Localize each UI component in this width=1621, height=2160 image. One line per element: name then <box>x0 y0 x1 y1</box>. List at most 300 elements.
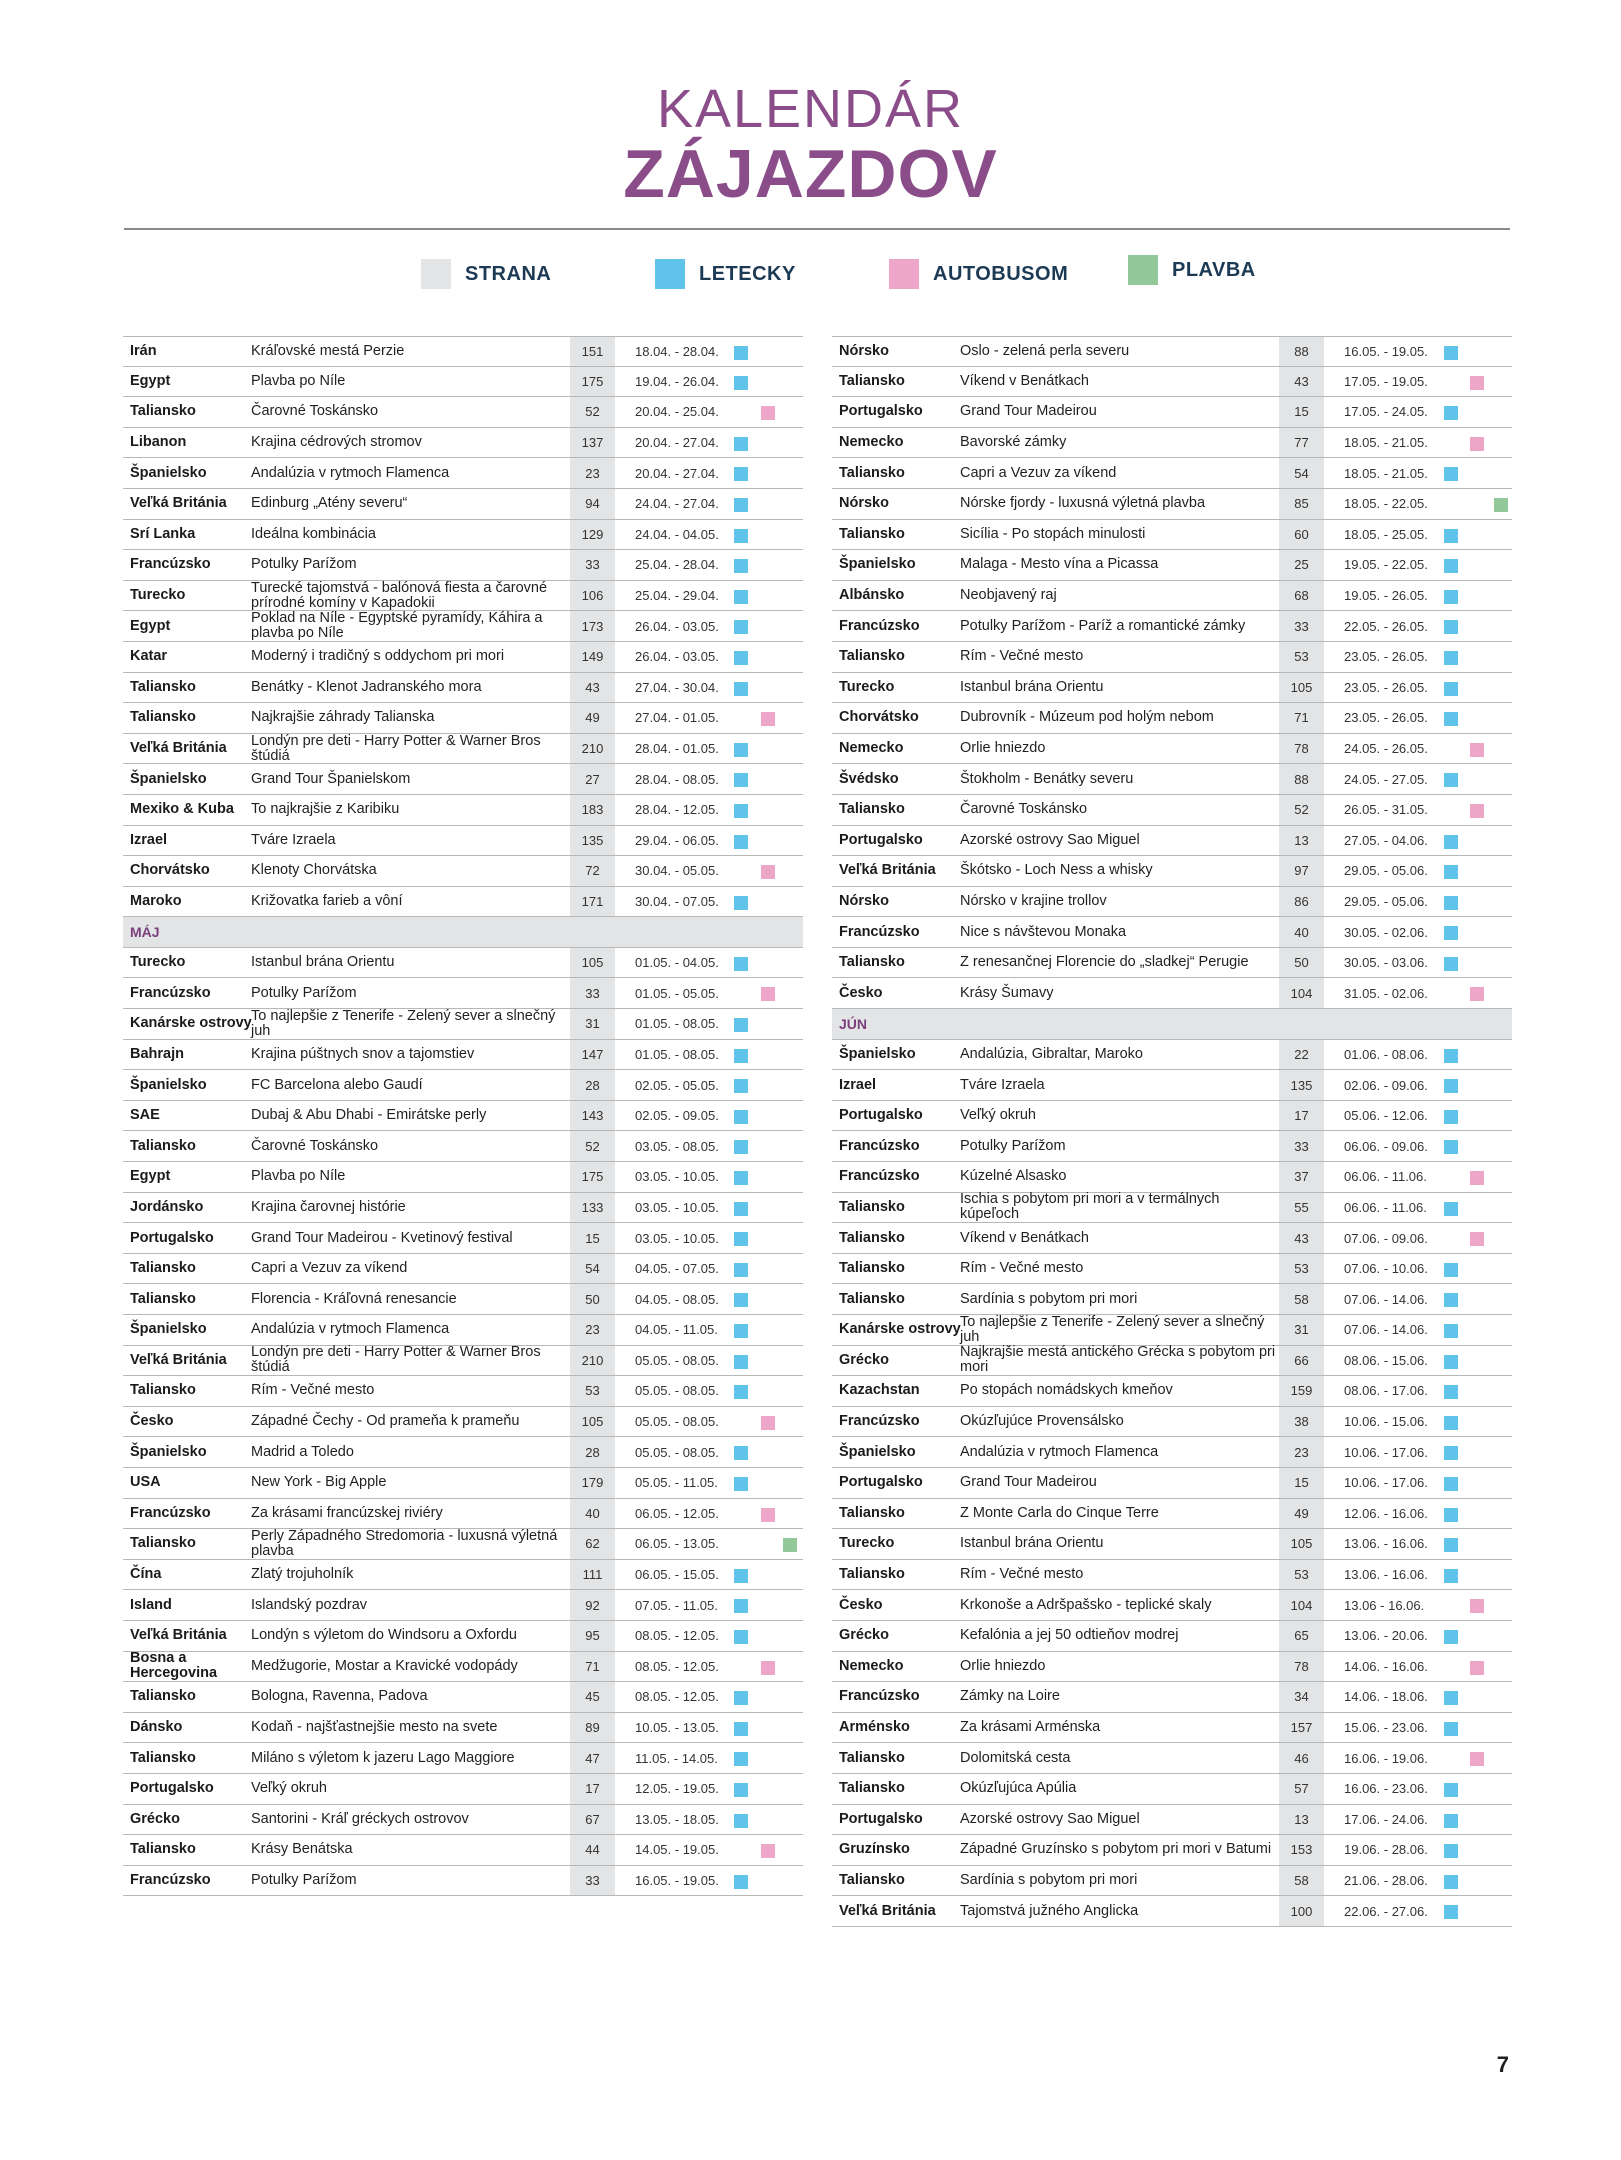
tour-dates: 26.04. - 03.05. <box>635 618 719 634</box>
tour-country: Turecko <box>839 678 895 695</box>
tour-name: To najlepšie z Tenerife - Zelený sever a slnečný juh <box>960 1313 1265 1345</box>
tour-country: Taliansko <box>839 648 905 665</box>
tour-country: Taliansko <box>130 1535 196 1552</box>
tour-row <box>123 1284 803 1315</box>
tour-row <box>832 1284 1512 1315</box>
tour-name: Tajomstvá južného Anglicka <box>960 1902 1139 1919</box>
tour-page: 52 <box>1279 795 1324 825</box>
tour-row <box>123 1376 803 1407</box>
tour-name: Plavba po Níle <box>251 1168 346 1185</box>
tour-row <box>832 1468 1512 1499</box>
transport-air-marker <box>734 1783 748 1797</box>
transport-air-marker <box>1444 1324 1458 1338</box>
transport-air-marker <box>1444 773 1458 787</box>
tour-page: 25 <box>1279 550 1324 580</box>
tour-dates: 17.05. - 24.05. <box>1344 404 1428 420</box>
tour-name: Okúzľujúca Apúlia <box>960 1780 1077 1797</box>
tour-country: Česko <box>130 1413 174 1430</box>
transport-air-marker <box>1444 346 1458 360</box>
tour-country: Taliansko <box>130 403 196 420</box>
transport-air-marker <box>1444 1691 1458 1705</box>
tour-page: 78 <box>1279 1652 1324 1682</box>
tour-name: Sicília - Po stopách minulosti <box>960 525 1146 542</box>
tour-row <box>832 1499 1512 1530</box>
tour-dates: 18.05. - 22.05. <box>1344 496 1428 512</box>
tour-dates: 14.05. - 19.05. <box>635 1842 719 1858</box>
legend-swatch-strana <box>421 259 451 289</box>
tour-dates: 19.04. - 26.04. <box>635 373 719 389</box>
tour-dates: 10.06. - 17.06. <box>1344 1444 1428 1460</box>
tour-row <box>832 581 1512 612</box>
page-number: 7 <box>1496 2052 1509 2077</box>
tour-page: 31 <box>570 1009 615 1039</box>
tour-page: 62 <box>570 1529 615 1559</box>
tour-name: Orlie hniezdo <box>960 740 1046 757</box>
tour-dates: 26.04. - 03.05. <box>635 649 719 665</box>
tour-row <box>123 734 803 765</box>
transport-bus-marker <box>1470 743 1484 757</box>
tour-dates: 24.05. - 27.05. <box>1344 771 1428 787</box>
tour-country: Irán <box>130 342 157 359</box>
transport-air-marker <box>1444 712 1458 726</box>
tour-name: Najkrajšie záhrady Talianska <box>251 709 435 726</box>
tour-dates: 01.05. - 08.05. <box>635 1016 719 1032</box>
tour-name: Potulky Parížom - Paríž a romantické zámky <box>960 617 1246 634</box>
tour-country: Taliansko <box>839 525 905 542</box>
legend-strana <box>421 258 551 290</box>
tour-name: Grand Tour Madeirou <box>960 1474 1097 1491</box>
tour-country: Turecko <box>839 1535 895 1552</box>
tour-row <box>832 1590 1512 1621</box>
transport-air-marker <box>734 590 748 604</box>
schedule-table-right <box>832 336 1512 1927</box>
tour-row <box>123 673 803 704</box>
tour-name: Čarovné Toskánsko <box>960 801 1088 818</box>
tour-country: Kanárske ostrovy <box>130 1015 252 1032</box>
tour-country: Francúzsko <box>839 617 920 634</box>
tour-name: Malaga - Mesto vína a Picassa <box>960 556 1159 573</box>
tour-page: 94 <box>570 489 615 519</box>
transport-air-marker <box>1444 682 1458 696</box>
tour-country: Taliansko <box>839 1871 905 1888</box>
tour-page: 22 <box>1279 1040 1324 1070</box>
tour-row <box>832 1223 1512 1254</box>
transport-sea-marker <box>1494 498 1508 512</box>
tour-dates: 15.06. - 23.06. <box>1344 1720 1428 1736</box>
tour-country: Španielsko <box>839 1443 916 1460</box>
tour-row <box>832 1376 1512 1407</box>
transport-air-marker <box>734 896 748 910</box>
tour-page: 17 <box>570 1774 615 1804</box>
tour-name: Sardínia s pobytom pri mori <box>960 1871 1138 1888</box>
tour-page: 179 <box>570 1468 615 1498</box>
tour-name: Ideálna kombinácia <box>251 525 376 542</box>
tour-name: Tváre Izraela <box>960 1076 1045 1093</box>
tour-name: Štokholm - Benátky severu <box>960 770 1134 787</box>
transport-air-marker <box>734 1355 748 1369</box>
tour-name: Istanbul brána Orientu <box>251 954 395 971</box>
tour-row <box>123 948 803 979</box>
month-stripe <box>1279 1009 1324 1039</box>
legend-label-autobusom: AUTOBUSOM <box>933 262 1069 285</box>
tour-name: Plavba po Níle <box>251 372 346 389</box>
tour-country: Srí Lanka <box>130 525 196 542</box>
tour-page: 65 <box>1279 1621 1324 1651</box>
transport-air-marker <box>1444 1508 1458 1522</box>
tour-row <box>123 1682 803 1713</box>
tour-row <box>123 795 803 826</box>
tour-dates: 30.04. - 07.05. <box>635 893 719 909</box>
transport-bus-marker <box>1470 987 1484 1001</box>
tour-name: Florencia - Kráľovná renesancie <box>251 1290 457 1307</box>
tour-row <box>123 458 803 489</box>
tour-page: 89 <box>570 1713 615 1743</box>
tour-page: 78 <box>1279 734 1324 764</box>
tour-page: 95 <box>570 1621 615 1651</box>
tour-name: Dubaj & Abu Dhabi - Emirátske perly <box>251 1107 487 1124</box>
legend-label-letecky: LETECKY <box>699 262 796 285</box>
page-title-line1: KALENDÁR <box>656 79 965 139</box>
tour-dates: 30.04. - 05.05. <box>635 863 719 879</box>
tour-country: Kazachstan <box>839 1382 920 1399</box>
tour-row <box>832 1407 1512 1438</box>
tour-row <box>123 611 803 642</box>
tour-dates: 10.06. - 15.06. <box>1344 1414 1428 1430</box>
month-label: JÚN <box>839 1015 868 1032</box>
transport-air-marker <box>734 1232 748 1246</box>
tour-page: 105 <box>570 948 615 978</box>
tour-row <box>832 1652 1512 1683</box>
legend-plavba <box>1128 254 1256 286</box>
tour-dates: 19.06. - 28.06. <box>1344 1842 1428 1858</box>
tour-row <box>832 642 1512 673</box>
tour-name: Krásy Benátska <box>251 1841 353 1858</box>
tour-country: Francúzsko <box>130 1504 211 1521</box>
tour-country: Portugalsko <box>130 1780 214 1797</box>
tour-row <box>123 336 803 367</box>
tour-dates: 16.06. - 23.06. <box>1344 1781 1428 1797</box>
tour-page: 13 <box>1279 1805 1324 1835</box>
tour-dates: 19.05. - 26.05. <box>1344 588 1428 604</box>
tour-dates: 17.06. - 24.06. <box>1344 1811 1428 1827</box>
tour-dates: 16.05. - 19.05. <box>1344 343 1428 359</box>
tour-name: Rím - Večné mesto <box>960 1260 1084 1277</box>
tour-row <box>123 1131 803 1162</box>
tour-page: 38 <box>1279 1407 1324 1437</box>
tour-name: Turecké tajomstvá - balónová fiesta a čarovné prírodné komíny v Kapadokii <box>251 579 548 611</box>
tour-name: Zámky na Loire <box>960 1688 1060 1705</box>
tour-row <box>123 1070 803 1101</box>
tour-page: 111 <box>570 1560 615 1590</box>
tour-country: Francúzsko <box>839 1137 920 1154</box>
tour-name: Grand Tour Španielskom <box>251 770 411 787</box>
tour-page: 33 <box>570 978 615 1008</box>
tour-row <box>123 520 803 551</box>
legend-label-plavba: PLAVBA <box>1172 258 1256 281</box>
tour-dates: 23.05. - 26.05. <box>1344 649 1428 665</box>
tour-row <box>832 1346 1512 1377</box>
tour-page: 157 <box>1279 1713 1324 1743</box>
tour-name: Bavorské zámky <box>960 434 1067 451</box>
tour-page: 58 <box>1279 1284 1324 1314</box>
tour-row <box>123 1315 803 1346</box>
tour-page: 13 <box>1279 826 1324 856</box>
tour-country: Španielsko <box>839 1045 916 1062</box>
transport-air-marker <box>734 1446 748 1460</box>
tour-page: 68 <box>1279 581 1324 611</box>
tour-name: Po stopách nomádskych kmeňov <box>960 1382 1173 1399</box>
tour-dates: 17.05. - 19.05. <box>1344 373 1428 389</box>
tour-name: Škótsko - Loch Ness a whisky <box>960 862 1153 879</box>
tour-page: 28 <box>570 1070 615 1100</box>
transport-bus-marker <box>761 406 775 420</box>
tour-country: Bahrajn <box>130 1045 184 1062</box>
tour-name: FC Barcelona alebo Gaudí <box>251 1076 423 1093</box>
transport-bus-marker <box>1470 1661 1484 1675</box>
tour-name: Západné Gruzínsko s pobytom pri mori v Batumi <box>960 1841 1272 1858</box>
tour-dates: 20.04. - 25.04. <box>635 404 719 420</box>
tour-name: Rím - Večné mesto <box>960 1566 1084 1583</box>
tour-dates: 05.05. - 08.05. <box>635 1444 719 1460</box>
tour-row <box>832 1254 1512 1285</box>
transport-air-marker <box>1444 1293 1458 1307</box>
tour-page: 50 <box>570 1284 615 1314</box>
tour-name: Nórske fjordy - luxusná výletná plavba <box>960 495 1206 512</box>
transport-air-marker <box>734 1569 748 1583</box>
tour-page: 105 <box>1279 1529 1324 1559</box>
tour-country: Izrael <box>130 831 168 848</box>
transport-air-marker <box>734 1110 748 1124</box>
tour-row <box>832 550 1512 581</box>
transport-air-marker <box>1444 1538 1458 1552</box>
tour-country: Taliansko <box>839 1198 905 1215</box>
tour-row <box>123 367 803 398</box>
tour-country: Taliansko <box>130 1688 196 1705</box>
tour-country: Taliansko <box>839 801 905 818</box>
tour-name: Potulky Parížom <box>251 1871 357 1888</box>
tour-name: Islandský pozdrav <box>251 1596 368 1613</box>
tour-country: Taliansko <box>839 1229 905 1246</box>
tour-page: 37 <box>1279 1162 1324 1192</box>
legend-swatch-autobusom <box>889 259 919 289</box>
tour-country: Taliansko <box>839 1749 905 1766</box>
tour-name: Čarovné Toskánsko <box>251 1137 379 1154</box>
transport-bus-marker <box>761 1844 775 1858</box>
tour-row <box>832 1896 1512 1927</box>
tour-page: 105 <box>570 1407 615 1437</box>
tour-row <box>832 397 1512 428</box>
tour-country: Veľká Británia <box>839 1902 936 1919</box>
tour-dates: 05.05. - 08.05. <box>635 1383 719 1399</box>
tour-row <box>123 489 803 520</box>
tour-page: 15 <box>570 1223 615 1253</box>
tour-dates: 28.04. - 12.05. <box>635 802 719 818</box>
tour-page: 45 <box>570 1682 615 1712</box>
tour-page: 43 <box>570 673 615 703</box>
tour-page: 183 <box>570 795 615 825</box>
month-stripe <box>570 917 615 947</box>
transport-air-marker <box>1444 467 1458 481</box>
tour-row <box>123 1529 803 1560</box>
tour-country: Španielsko <box>839 556 916 573</box>
tour-dates: 05.06. - 12.06. <box>1344 1108 1428 1124</box>
tour-page: 53 <box>1279 1560 1324 1590</box>
tour-dates: 28.04. - 01.05. <box>635 741 719 757</box>
tour-row <box>123 856 803 887</box>
transport-air-marker <box>1444 957 1458 971</box>
transport-air-marker <box>734 682 748 696</box>
tour-name: Azorské ostrovy Sao Miguel <box>960 831 1140 848</box>
tour-page: 27 <box>570 764 615 794</box>
tour-country: Taliansko <box>130 1749 196 1766</box>
tour-dates: 02.06. - 09.06. <box>1344 1077 1428 1093</box>
tour-row <box>123 978 803 1009</box>
tour-country: Španielsko <box>130 1321 207 1338</box>
tour-name: Londýn pre deti - Harry Potter & Warner Bros štúdiá <box>251 732 541 764</box>
tour-dates: 03.05. - 08.05. <box>635 1138 719 1154</box>
tour-name: Londýn s výletom do Windsoru a Oxfordu <box>251 1627 517 1644</box>
tour-dates: 20.04. - 27.04. <box>635 435 719 451</box>
transport-air-marker <box>1444 1079 1458 1093</box>
tour-name: Moderný i tradičný s oddychom pri mori <box>251 648 505 665</box>
tour-country: Mexiko & Kuba <box>130 801 234 818</box>
tour-dates: 10.06. - 17.06. <box>1344 1475 1428 1491</box>
tour-dates: 29.05. - 05.06. <box>1344 893 1428 909</box>
tour-row <box>832 336 1512 367</box>
tour-country: Taliansko <box>839 1260 905 1277</box>
tour-row <box>123 1774 803 1805</box>
tour-country: Egypt <box>130 1168 171 1185</box>
tour-name: Ischia s pobytom pri mori a v termálnych kúpeľoch <box>960 1191 1220 1223</box>
tour-page: 71 <box>570 1652 615 1682</box>
tour-dates: 13.06. - 20.06. <box>1344 1628 1428 1644</box>
tour-name: Andalúzia, Gibraltar, Maroko <box>960 1045 1143 1062</box>
tour-country: Portugalsko <box>839 1474 923 1491</box>
tour-page: 86 <box>1279 887 1324 917</box>
tour-name: Grand Tour Madeirou <box>960 403 1097 420</box>
tour-country: Kanárske ostrovy <box>839 1321 961 1338</box>
tour-row <box>123 1499 803 1530</box>
tour-dates: 05.05. - 08.05. <box>635 1414 719 1430</box>
tour-name: Dubrovník - Múzeum pod holým nebom <box>960 709 1214 726</box>
tour-name: Andalúzia v rytmoch Flamenca <box>960 1443 1159 1460</box>
tour-country: Jordánsko <box>130 1198 204 1215</box>
tour-country: Turecko <box>130 587 186 604</box>
tour-row <box>832 1040 1512 1071</box>
transport-air-marker <box>1444 1630 1458 1644</box>
tour-row <box>123 1560 803 1591</box>
tour-row <box>832 1437 1512 1468</box>
tour-page: 104 <box>1279 1590 1324 1620</box>
tour-dates: 02.05. - 09.05. <box>635 1108 719 1124</box>
tour-page: 71 <box>1279 703 1324 733</box>
tour-row <box>123 428 803 459</box>
transport-air-marker <box>734 1630 748 1644</box>
transport-air-marker <box>1444 1110 1458 1124</box>
tour-country: Taliansko <box>839 1290 905 1307</box>
tour-dates: 18.05. - 21.05. <box>1344 435 1428 451</box>
transport-air-marker <box>734 529 748 543</box>
tour-dates: 22.05. - 26.05. <box>1344 618 1428 634</box>
tour-dates: 21.06. - 28.06. <box>1344 1872 1428 1888</box>
transport-air-marker <box>734 620 748 634</box>
transport-air-marker <box>1444 1263 1458 1277</box>
tour-dates: 07.06. - 10.06. <box>1344 1261 1428 1277</box>
tour-row <box>832 458 1512 489</box>
tour-page: 77 <box>1279 428 1324 458</box>
tour-page: 66 <box>1279 1346 1324 1376</box>
tour-country: Taliansko <box>839 1780 905 1797</box>
tour-row <box>832 1713 1512 1744</box>
tour-page: 40 <box>1279 917 1324 947</box>
page-title-line2: ZÁJAZDOV <box>623 136 998 212</box>
tour-dates: 29.04. - 06.05. <box>635 832 719 848</box>
schedule-table-left <box>123 336 803 1896</box>
tour-name: Medžugorie, Mostar a Kravické vodopády <box>251 1657 518 1674</box>
transport-bus-marker <box>761 1508 775 1522</box>
tour-page: 97 <box>1279 856 1324 886</box>
tour-row <box>832 367 1512 398</box>
tour-row <box>832 611 1512 642</box>
tour-page: 49 <box>1279 1499 1324 1529</box>
tour-row <box>832 1529 1512 1560</box>
tour-country: Francúzsko <box>839 1688 920 1705</box>
tour-dates: 13.06 - 16.06. <box>1344 1597 1425 1613</box>
tour-page: 147 <box>570 1040 615 1070</box>
transport-air-marker <box>1444 529 1458 543</box>
tour-dates: 07.06. - 14.06. <box>1344 1291 1428 1307</box>
tour-row <box>123 764 803 795</box>
transport-bus-marker <box>761 1661 775 1675</box>
transport-bus-marker <box>1470 1171 1484 1185</box>
tour-page: 52 <box>570 1131 615 1161</box>
tour-country: Francúzsko <box>839 923 920 940</box>
transport-bus-marker <box>761 865 775 879</box>
tour-row <box>123 1223 803 1254</box>
tour-row <box>832 887 1512 918</box>
tour-name: Edinburg „Atény severu“ <box>251 495 408 512</box>
tour-row <box>123 1162 803 1193</box>
tour-page: 43 <box>1279 367 1324 397</box>
tour-country: Francúzsko <box>839 1168 920 1185</box>
tour-row <box>832 1866 1512 1897</box>
tour-name: Z renesančnej Florencie do „sladkej“ Perugie <box>960 954 1249 971</box>
tour-row <box>123 1346 803 1377</box>
tour-page: 46 <box>1279 1743 1324 1773</box>
tour-row <box>832 520 1512 551</box>
transport-air-marker <box>734 559 748 573</box>
tour-row <box>832 734 1512 765</box>
tour-name: Miláno s výletom k jazeru Lago Maggiore <box>251 1749 515 1766</box>
tour-name: New York - Big Apple <box>251 1474 387 1491</box>
tour-page: 210 <box>570 1346 615 1376</box>
tour-dates: 27.05. - 04.06. <box>1344 832 1428 848</box>
tour-row <box>123 581 803 612</box>
tour-page: 88 <box>1279 764 1324 794</box>
transport-air-marker <box>734 1293 748 1307</box>
tour-page: 151 <box>570 337 615 366</box>
tour-row <box>123 1652 803 1683</box>
transport-air-marker <box>1444 1049 1458 1063</box>
tour-row <box>832 795 1512 826</box>
tour-country: Francúzsko <box>130 984 211 1001</box>
transport-air-marker <box>734 1875 748 1889</box>
tour-page: 175 <box>570 367 615 397</box>
tour-country: Veľká Británia <box>130 495 227 512</box>
tour-dates: 28.04. - 08.05. <box>635 771 719 787</box>
tour-name: Bologna, Ravenna, Padova <box>251 1688 428 1705</box>
tour-row <box>123 1040 803 1071</box>
